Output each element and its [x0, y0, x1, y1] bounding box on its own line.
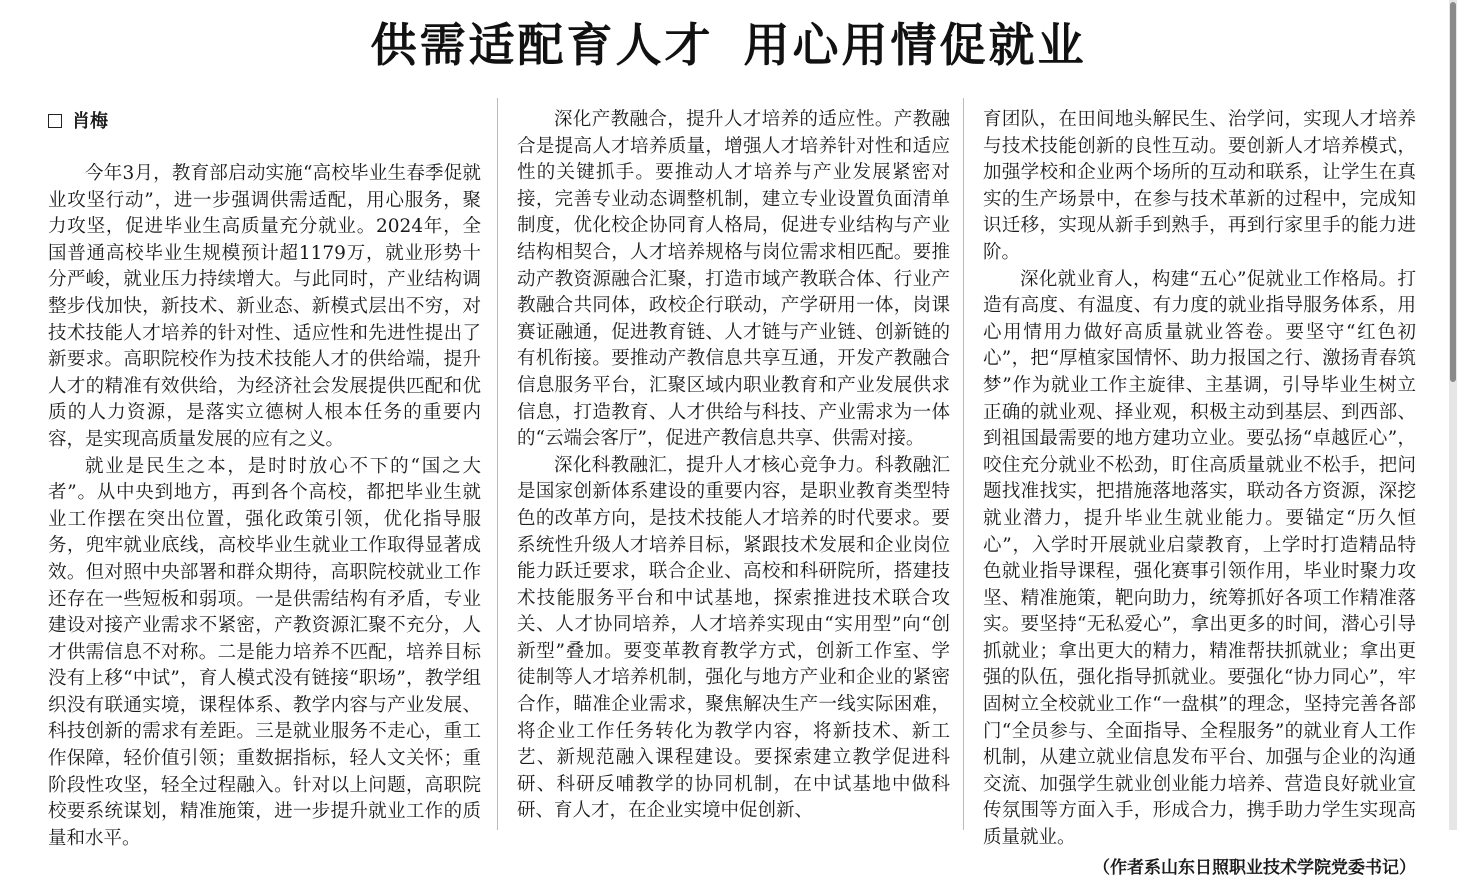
article-headline	[0, 18, 1457, 72]
article-column-3	[983, 107, 1416, 880]
byline-box-icon	[48, 114, 62, 128]
paragraph: 就业是民生之本，是时时放心不下的“国之大者”。从中央到地方，再到各个高校，都把毕业生就业工作摆在突出位置，强化政策引领，优化指导服务，兜牢就业底线，高校毕业生就业工作取得显著成效。但对照中央部署和群众期待，高职院校就业工作还存在一些短板和弱项。一是供需结构有矛盾，专业建设对接产业需求不紧密，产教资源汇聚不充分，人才供需信息不对称。二是能力培养不匹配，培养目标没有上移“中试”，育人模式没有链接“职场”，教学组织没有联通实境，课程体系、教学内容与产业发展、科技创新的需求有差距。三是就业服务不走心，重工作保障，轻价值引领；重数据指标，轻人文关怀；重阶段性攻坚，轻全过程融入。针对以上问题，高职院校要系统谋划，精准施策，进一步提升就业工作的质量和水平。	[48, 455, 481, 849]
article-column-1	[48, 107, 481, 852]
paragraph: 深化产教融合，提升人才培养的适应性。产教融合是提高人才培养质量，增强人才培养针对性和适应性的关键抓手。要推动人才培养与产业发展紧密对接，完善专业动态调整机制，建立专业设置负面清单制度，优化校企协同育人格局，促进专业结构与产业结构相契合，人才培养规格与岗位需求相匹配。要推动产教资源融合汇聚，打造市域产教联合体、行业产教融合共同体，政校企行联动，产学研用一体，岗课赛证融通，促进教育链、人才链与产业链、创新链的有机衔接。要推动产教信息共享互通，开发产教融合信息服务平台，汇聚区域内职业教育和产业发展供求信息，打造教育、人才供给与科技、产业需求为一体的“云端会客厅”，促进产教信息共享、供需对接。	[517, 109, 950, 450]
paragraph: 育团队，在田间地头解民生、治学问，实现人才培养与技术技能创新的良性互动。要创新人才培养模式，加强学校和企业两个场所的互动和联系，让学生在真实的生产场景中，在参与技术革新的过程中，完成知识迁移，实现从新手到熟手，再到行家里手的能力进阶。	[983, 109, 1416, 263]
author-name: 肖梅	[72, 111, 108, 132]
column-divider-1	[497, 98, 498, 830]
vertical-scrollbar[interactable]	[1449, 0, 1457, 830]
byline	[48, 110, 481, 134]
scrollbar-thumb[interactable]	[1450, 2, 1456, 382]
author-signature: （作者系山东日照职业技术学院党委书记）	[1093, 857, 1416, 878]
paragraph: 深化就业育人，构建“五心”促就业工作格局。打造有高度、有温度、有力度的就业指导服务体系，用心用情用力做好高质量就业答卷。要坚守“红色初心”，把“厚植家国情怀、助力报国之行、激扬青春筑梦”作为就业工作主旋律、主基调，引导毕业生树立正确的就业观、择业观，积极主动到基层、到西部、到祖国最需要的地方建功立业。要弘扬“卓越匠心”，咬住充分就业不松劲，盯住高质量就业不松手，把问题找准找实，把措施落地落实，联动各方资源，深挖就业潜力，提升毕业生就业能力。要锚定“历久恒心”，入学时开展就业启蒙教育，上学时打造精品特色就业指导课程，强化赛事引领作用，毕业时聚力攻坚、精准施策，靶向助力，统筹抓好各项工作精准落实。要坚持“无私爱心”，拿出更多的时间，潜心引导抓就业；拿出更大的精力，精准帮扶抓就业；拿出更强的队伍，强化指导抓就业。要强化“协力同心”，牢固树立全校就业工作“一盘棋”的理念，坚持完善各部门“全员参与、全面指导、全程服务”的就业育人工作机制，从建立就业信息发布平台、加强与企业的沟通交流、加强学生就业创业能力培养、营造良好就业宣传氛围等方面入手，形成合力，携手助力学生实现高质量就业。	[983, 268, 1416, 849]
headline-part-1: 供需适配育人才	[370, 18, 714, 72]
column-divider-2	[963, 98, 964, 830]
article-column-2	[517, 107, 950, 825]
headline-part-2: 用心用情促就业	[743, 18, 1087, 72]
paragraph: 今年3月，教育部启动实施“高校毕业生春季促就业攻坚行动”，进一步强调供需适配，用心服务，聚力攻坚，促进毕业生高质量充分就业。2024年，全国普通高校毕业生规模预计超1179万，就业形势十分严峻，就业压力持续增大。与此同时，产业结构调整步伐加快，新技术、新业态、新模式层出不穷，对技术技能人才培养的针对性、适应性和先进性提出了新要求。高职院校作为技术技能人才的供给端，提升人才的精准有效供给，为经济社会发展提供匹配和优质的人力资源，是落实立德树人根本任务的重要内容，是实现高质量发展的应有之义。	[48, 163, 481, 450]
paragraph: 深化科教融汇，提升人才核心竞争力。科教融汇是国家创新体系建设的重要内容，是职业教育类型特色的改革方向，是技术技能人才培养的时代要求。要系统性升级人才培养目标，紧跟技术发展和企业岗位能力跃迁要求，联合企业、高校和科研院所，搭建技术技能服务平台和中试基地，探索推进技术联合攻关、人才协同培养，人才培养实现由“实用型”向“创新型”叠加。要变革教育教学方式，创新工作室、学徒制等人才培养机制，强化与地方产业和企业的紧密合作，瞄准企业需求，聚焦解决生产一线实际困难，将企业工作任务转化为教学内容，将新技术、新工艺、新规范融入课程建设。要探索建立教学促进科研、科研反哺教学的协同机制，在中试基地中做科研、育人才，在企业实境中促创新、	[517, 454, 950, 822]
